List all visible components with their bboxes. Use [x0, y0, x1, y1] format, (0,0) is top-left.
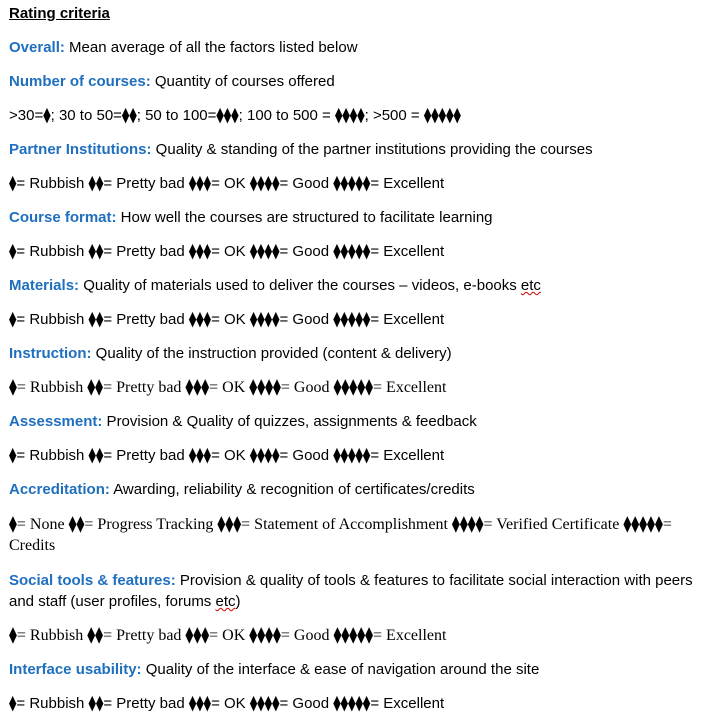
criterion-description: Quality of the interface & ease of navigation around the site [141, 661, 540, 678]
criterion-description: Quality of materials used to deliver the courses – videos, e-books [79, 277, 521, 294]
criterion-description: How well the courses are structured to facilitate learning [116, 209, 493, 226]
criterion-description: Provision & Quality of quizzes, assignments & feedback [102, 413, 477, 430]
page-title: Rating criteria [9, 5, 110, 22]
criterion-number-of-courses [9, 72, 703, 92]
rating-scale: ⧫= Rubbish ⧫⧫= Pretty bad ⧫⧫⧫= OK ⧫⧫⧫⧫= Good ⧫⧫⧫⧫⧫= Excellent [9, 243, 445, 260]
criterion-partner-institutions [9, 140, 703, 160]
criterion-course-format [9, 208, 703, 228]
document [9, 4, 703, 728]
rating-scale: ⧫= Rubbish ⧫⧫= Pretty bad ⧫⧫⧫= OK ⧫⧫⧫⧫= Good ⧫⧫⧫⧫⧫= Excellent [9, 379, 447, 396]
rating-scale: ⧫= Rubbish ⧫⧫= Pretty bad ⧫⧫⧫= OK ⧫⧫⧫⧫= Good ⧫⧫⧫⧫⧫= Excellent [9, 175, 445, 192]
criterion-label: Number of courses: [9, 73, 151, 90]
criterion-description: Quality of the instruction provided (content & delivery) [91, 345, 452, 362]
criterion-description: Quantity of courses offered [150, 73, 335, 90]
criterion-interface-usability [9, 660, 703, 680]
criterion-description-end: ) [235, 593, 241, 610]
rating-scale: >30=⧫; 30 to 50=⧫⧫; 50 to 100=⧫⧫⧫; 100 to 500 = ⧫⧫⧫⧫; >500 = ⧫⧫⧫⧫⧫ [9, 107, 461, 124]
rating-scale: ⧫= Rubbish ⧫⧫= Pretty bad ⧫⧫⧫= OK ⧫⧫⧫⧫= Good ⧫⧫⧫⧫⧫= Excellent [9, 311, 445, 328]
criterion-overall [9, 38, 703, 58]
rating-scale: ⧫= None ⧫⧫= Progress Tracking ⧫⧫⧫= Statement of Accomplishment ⧫⧫⧫⧫= Verified Certificate ⧫⧫⧫⧫⧫= Credits [9, 516, 672, 554]
criterion-label: Interface usability: [9, 661, 142, 678]
spellcheck-flagged-word[interactable]: etc [520, 277, 541, 294]
criterion-label: Course format: [9, 209, 117, 226]
criterion-assessment [9, 412, 703, 432]
criterion-instruction [9, 344, 703, 364]
criterion-description: Mean average of all the factors listed below [64, 39, 358, 56]
criterion-label: Accreditation: [9, 481, 110, 498]
criterion-accreditation [9, 480, 703, 500]
criterion-social-tools [9, 570, 703, 612]
criterion-description: Awarding, reliability & recognition of certificates/credits [109, 481, 475, 498]
rating-scale: ⧫= Rubbish ⧫⧫= Pretty bad ⧫⧫⧫= OK ⧫⧫⧫⧫= Good ⧫⧫⧫⧫⧫= Excellent [9, 627, 447, 644]
spellcheck-flagged-word[interactable]: etc [215, 593, 236, 610]
criterion-label: Social tools & features: [9, 572, 176, 589]
rating-scale: ⧫= Rubbish ⧫⧫= Pretty bad ⧫⧫⧫= OK ⧫⧫⧫⧫= Good ⧫⧫⧫⧫⧫= Excellent [9, 695, 445, 712]
criterion-description: Quality & standing of the partner institutions providing the courses [151, 141, 593, 158]
criterion-label: Instruction: [9, 345, 92, 362]
criterion-label: Partner Institutions: [9, 141, 152, 158]
criterion-label: Overall: [9, 39, 65, 56]
criterion-label: Materials: [9, 277, 80, 294]
criterion-label: Assessment: [9, 413, 103, 430]
criterion-materials [9, 276, 703, 296]
criterion-description: Provision & quality of tools & features to facilitate social interaction with peers and staff (user profiles, forums [9, 572, 693, 610]
rating-scale: ⧫= Rubbish ⧫⧫= Pretty bad ⧫⧫⧫= OK ⧫⧫⧫⧫= Good ⧫⧫⧫⧫⧫= Excellent [9, 447, 445, 464]
